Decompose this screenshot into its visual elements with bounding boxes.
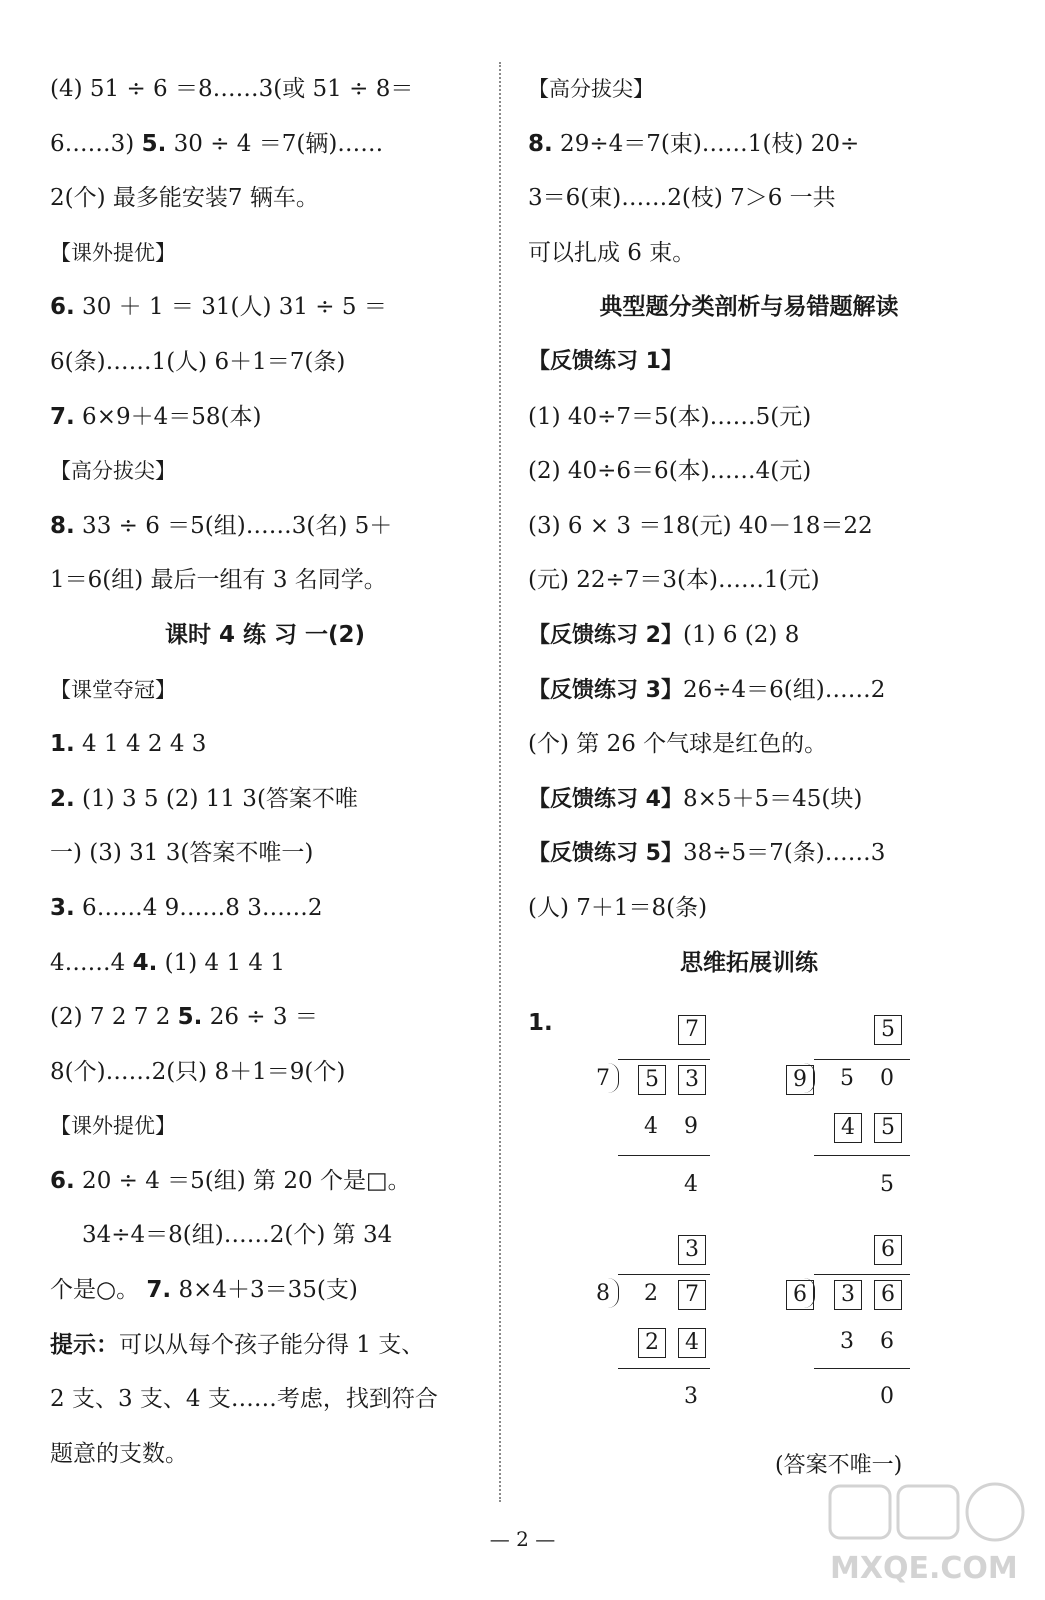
remainder: 4 — [684, 1172, 698, 1197]
answer-line: (2) 7 2 7 2 5. 26 ÷ 3 ＝ — [50, 1004, 318, 1031]
remainder: 3 — [684, 1384, 698, 1409]
feedback-tag: 【反馈练习 1】 — [528, 348, 683, 374]
answer-line: (个) 第 26 个气球是红色的。 — [528, 731, 828, 758]
dividend-box: 5 — [638, 1065, 666, 1095]
remainder: 0 — [880, 1384, 894, 1409]
long-division-3 — [590, 1235, 720, 1435]
section-tag: 【高分拔尖】 — [528, 77, 654, 101]
answer-line: 可以扎成 6 束。 — [528, 239, 696, 266]
subtraction-bar — [618, 1155, 710, 1156]
dividend-digit: 2 — [644, 1281, 658, 1306]
answer-line: 8. 29÷4＝7(束)……1(枝) 20÷ — [528, 130, 860, 157]
answer-line: 个是○。 7. 8×4＋3＝35(支) — [50, 1277, 358, 1304]
lesson-title: 课时 4 练 习 一(2) — [164, 621, 366, 648]
division-bar — [618, 1274, 710, 1275]
section-tag: 【课堂夺冠】 — [50, 677, 176, 702]
answer-line: 2(个) 最多能安装7 辆车。 — [50, 185, 319, 212]
divisor: 8 — [596, 1281, 610, 1306]
product-box: 5 — [874, 1113, 902, 1143]
answer-line: (人) 7＋1＝8(条) — [528, 894, 708, 921]
subtraction-bar — [814, 1155, 910, 1156]
subtraction-bar — [618, 1368, 710, 1369]
answer-line: 1＝6(组) 最后一组有 3 名同学。 — [50, 567, 387, 594]
dividend-box: 7 — [678, 1280, 706, 1310]
hint-line: 提示：可以从每个孩子能分得 1 支、 — [50, 1331, 425, 1358]
long-division-4 — [786, 1235, 916, 1435]
hint-line: 2 支、3 支、4 支……考虑，找到符合 — [50, 1386, 438, 1413]
answer-line: 3. 6……4 9……8 3……2 — [50, 894, 323, 921]
answer-line: 6(条)……1(人) 6＋1＝7(条) — [50, 348, 346, 375]
answer-line: (3) 6 × 3 ＝18(元) 40－18＝22 — [528, 512, 873, 539]
division-bar — [814, 1059, 910, 1060]
answer-line: 1. 4 1 4 2 4 3 — [50, 731, 207, 758]
section-tag: 【高分拔尖】 — [50, 459, 176, 484]
answer-line: (1) 40÷7＝5(本)……5(元) — [528, 403, 812, 430]
answer-line: 6. 30 ＋ 1 ＝ 31(人) 31 ÷ 5 ＝ — [50, 294, 387, 321]
right-column — [528, 62, 970, 990]
division-bar — [814, 1274, 910, 1275]
answer-line: 一) (3) 31 3(答案不唯一) — [50, 840, 314, 867]
dividend-digit: 0 — [880, 1066, 894, 1091]
quotient-box: 7 — [678, 1015, 706, 1045]
dividend-digit: 5 — [840, 1066, 854, 1091]
division-bracket — [608, 1278, 619, 1308]
division-bracket — [608, 1063, 619, 1093]
long-division-2 — [786, 1015, 916, 1215]
answer-line: 【反馈练习 2】(1) 6 (2) 8 — [528, 621, 800, 648]
divisor: 7 — [596, 1066, 610, 1091]
section-tag: 【课外提优】 — [50, 240, 176, 265]
answer-line: 3＝6(束)……2(枝) 7＞6 一共 — [528, 185, 836, 212]
quotient-box: 3 — [678, 1235, 706, 1265]
answer-not-unique-note: (答案不唯一) — [775, 1453, 903, 1478]
answer-line: (元) 22÷7＝3(本)……1(元) — [528, 567, 820, 594]
dividend-box: 6 — [874, 1280, 902, 1310]
section-title: 思维拓展训练 — [680, 949, 818, 976]
divisor-box: 6 — [786, 1280, 814, 1310]
product-digit: 6 — [880, 1329, 894, 1354]
answer-line: 7. 6×9＋4＝58(本) — [50, 403, 262, 430]
product-box: 2 — [638, 1328, 666, 1358]
answer-line: 【反馈练习 5】38÷5＝7(条)……3 — [528, 840, 886, 867]
product-box: 4 — [834, 1113, 862, 1143]
product-digit: 4 — [644, 1114, 658, 1139]
quotient-box: 5 — [874, 1015, 902, 1045]
page-number: — 2 — — [489, 1527, 556, 1551]
watermark-logo — [820, 1478, 1030, 1588]
section-title: 典型题分类剖析与易错题解读 — [599, 294, 899, 321]
division-bar — [618, 1059, 710, 1060]
long-division-area — [528, 1010, 970, 1460]
answer-line: (2) 40÷6＝6(本)……4(元) — [528, 458, 812, 485]
section-tag: 【课外提优】 — [50, 1114, 176, 1139]
hint-line: 题意的支数。 — [50, 1440, 188, 1467]
answer-line: (4) 51 ÷ 6 ＝8……3(或 51 ÷ 8＝ — [50, 76, 414, 102]
divisor-box: 9 — [786, 1065, 814, 1095]
long-division-1 — [590, 1015, 720, 1215]
answer-line: 6. 20 ÷ 4 ＝5(组) 第 20 个是□。 — [50, 1167, 411, 1194]
answer-line: 8. 33 ÷ 6 ＝5(组)……3(名) 5＋ — [50, 512, 393, 539]
svg-text:MXQE.COM: MXQE.COM — [830, 1551, 1018, 1586]
dividend-box: 3 — [834, 1280, 862, 1310]
subtraction-bar — [814, 1368, 910, 1369]
quotient-box: 6 — [874, 1235, 902, 1265]
answer-line: 4……4 4. (1) 4 1 4 1 — [50, 949, 285, 976]
answer-line: 6……3) 5. 30 ÷ 4 ＝7(辆)…… — [50, 130, 384, 157]
remainder: 5 — [880, 1172, 894, 1197]
left-column — [50, 62, 480, 1481]
product-box: 4 — [678, 1328, 706, 1358]
product-digit: 9 — [684, 1114, 698, 1139]
answer-line: 【反馈练习 4】8×5＋5＝45(块) — [528, 785, 863, 812]
column-divider — [499, 62, 501, 1502]
product-digit: 3 — [840, 1329, 854, 1354]
answer-line: 34÷4＝8(组)……2(个) 第 34 — [82, 1222, 393, 1249]
question-number: 1. — [528, 1010, 553, 1036]
dividend-box: 3 — [678, 1065, 706, 1095]
answer-line: 2. (1) 3 5 (2) 11 3(答案不唯 — [50, 785, 358, 812]
answer-line: 【反馈练习 3】26÷4＝6(组)……2 — [528, 676, 886, 703]
answer-line: 8(个)……2(只) 8＋1＝9(个) — [50, 1058, 346, 1085]
